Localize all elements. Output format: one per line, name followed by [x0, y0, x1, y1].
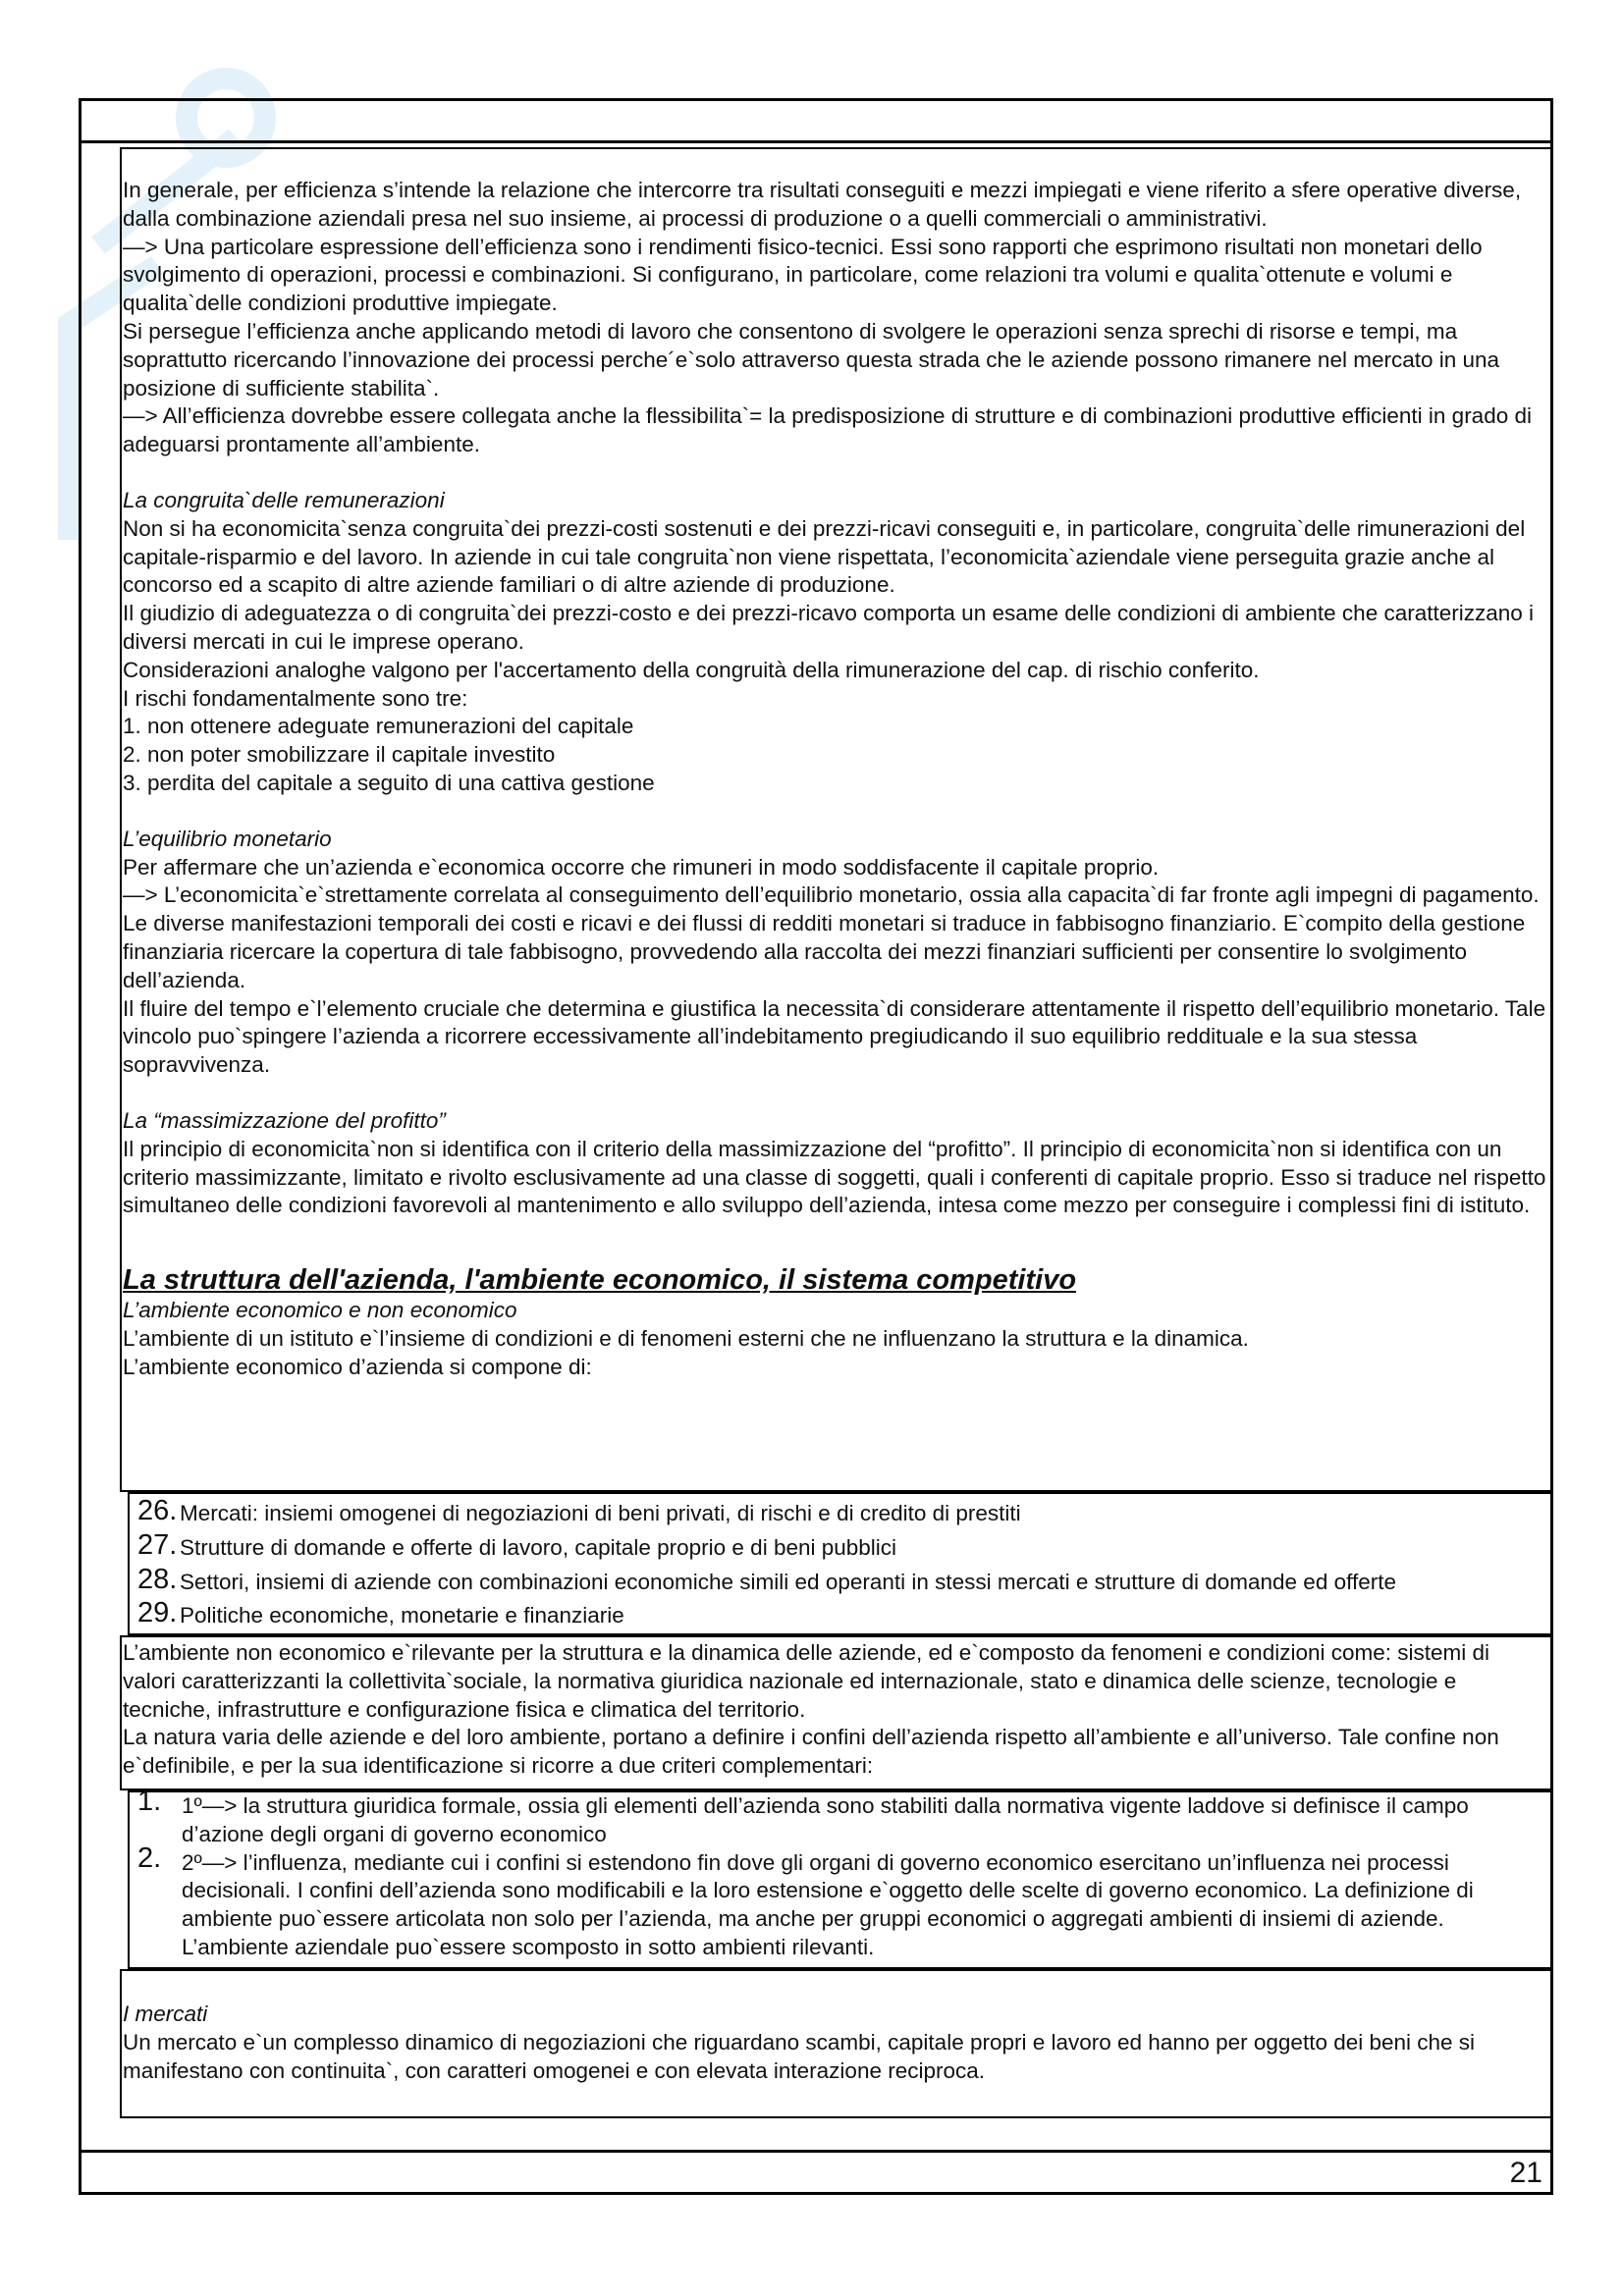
efficiency-paragraph-3: Si persegue l’efficienza anche applicando metodi di lavoro che consentono di svolgere le operazioni senza sprechi di risorse e tempi, ma soprattutto ricercando l’innovazione dei processi perche´e`solo attraverso questa strada che le aziende possono rimanere nel mercato in una posizione di sufficiente stabilita`. [123, 318, 1500, 400]
congruity-paragraph-1: Non si ha economicita`senza congruita`dei prezzi-costi sostenuti e dei prezzi-ricavi conseguiti e, in particolare, congruita`delle rimunerazioni del capitale-risparmio e del lavoro. In aziende in cui tale congruita`non viene rispettata, l’economicita`aziendale viene perseguita grazie anche al concorso ed a scapito di altre aziende familiari o di altre aziende di produzione. [123, 515, 1526, 598]
non-economic-block [123, 1639, 1548, 1781]
markets-title: I mercati [123, 2002, 208, 2026]
page-left-border [79, 98, 81, 2194]
list-number: 26. [137, 1495, 178, 1526]
list-item [133, 1563, 1551, 1597]
congruity-paragraph-3: Considerazioni analoghe valgono per l'accertamento della congruità della rimunerazione del cap. di rischio conferito. [123, 657, 1260, 682]
monetary-paragraph-3: Le diverse manifestazioni temporali dei costi e ricavi e dei flussi di redditi monetari si traduce in fabbisogno finanziario. E`compito della gestione finanziaria ricercare la copertura di tale fabbisogno, provvedendo alla raccolta dei mezzi finanziari sufficienti per consentire lo svolgimento dell’azienda. [123, 911, 1526, 992]
congruity-title: La congruita`delle remunerazioni [123, 487, 445, 512]
profit-title: La “massimizzazione del profitto” [123, 1107, 446, 1133]
section-heading: La struttura dell'azienda, l'ambiente economico, il sistema competitivo [123, 1264, 1077, 1297]
efficiency-paragraph: In generale, per efficienza s’intende la relazione che intercorre tra risultati conseguiti e mezzi impiegati e viene riferito a sfere operative diverse, dalla combinazione aziendali presa nel suo insieme, ai processi di produzione o a quelli commerciali o amministrativi. [123, 178, 1522, 231]
efficiency-paragraph-4: —> All’efficienza dovrebbe essere collegata anche la flessibilita`= la predisposizione di strutture e di combinazioni produttive efficienti in grado di adeguarsi prontamente all’ambiente. [123, 403, 1532, 457]
environment-paragraph-2: L’ambiente economico d’azienda si compone di: [123, 1354, 592, 1379]
environment-paragraph-1: L’ambiente di un istituto e`l’insieme di condizioni e di fenomeni esterni che ne influenzano la struttura e la dinamica. [123, 1325, 1249, 1351]
markets-paragraph: Un mercato e`un complesso dinamico di negoziazioni che riguardano scambi, capitale propri e lavoro ed hanno per oggetto dei beni che si manifestano con continuita`, con caratteri omogenei e con elevata interazione reciproca. [123, 2029, 1476, 2083]
content-block-top [123, 177, 1551, 1381]
markets-block [123, 2001, 1548, 2085]
list-item [133, 1495, 1551, 1528]
profit-paragraph: Il principio di economicita`non si identifica con il criterio della massimizzazione del “profitto”. Il principio di economicita`non si identifica con un criterio massimizzante, limitato e rivolto esclusivamente ad una classe di soggetti, quali i conferenti di capitale proprio. Esso si traduce nel rispetto simultaneo delle condizioni favorevoli al mantenimento e allo sviluppo dell’azienda, intesa come mezzo per conseguire i complessi fini di istituto. [123, 1136, 1546, 1218]
congruity-paragraph-2: Il giudizio di adeguatezza o di congruita`dei prezzi-costo e dei prezzi-ricavo comporta un esame delle condizioni di ambiente che caratterizzano i diversi mercati in cui le imprese operano. [123, 601, 1535, 654]
environment-list [133, 1495, 1551, 1630]
list-text: Mercati: insiemi omogenei di negoziazioni di beni privati, di rischi e di credito di prestiti [180, 1501, 1021, 1525]
list-text: 2º—> l’influenza, mediante cui i confini si estendono fin dove gli organi di governo economico esercitano un’influenza nei processi decisionali. I confini dell’azienda sono modificabili e la loro estensione e`oggetto delle scelte di governo economico. La definizione di ambiente puo`essere articolata non solo per l’azienda, ma anche per gruppi economici o aggregati ambienti di insiemi di aziende. L’ambiente aziendale puo`essere scomposto in sotto ambienti rilevanti. [182, 1849, 1474, 1959]
environment-title: L’ambiente economico e non economico [123, 1298, 517, 1323]
page-header-bar [79, 98, 1553, 143]
monetary-paragraph-1: Per affermare che un’azienda e`economica occorre che rimuneri in modo soddisfacente il capitale proprio. [123, 854, 1160, 880]
list-text: Strutture di domande e offerte di lavoro, capitale proprio e di beni pubblici [180, 1534, 897, 1560]
risk-item-2: 2. non poter smobilizzare il capitale investito [123, 742, 556, 768]
monetary-paragraph-4: Il fluire del tempo e`l’elemento cruciale che determina e giustifica la necessita`di considerare attentamente il rispetto dell’equilibrio monetario. Tale vincolo puo`spingere l’azienda a ricorrere eccessivamente all’indebitamento pregiudicando il suo equilibrio reddituale e la sua stessa sopravvivenza. [123, 995, 1546, 1078]
list-number: 29. [137, 1597, 178, 1629]
list-item [133, 1528, 1551, 1563]
list-text: Settori, insiemi di aziende con combinazioni economiche simili ed operanti in stessi mercati e strutture di domande ed offerte [180, 1569, 1396, 1594]
page-number: 21 [1509, 2157, 1542, 2189]
criteria-list [133, 1786, 1546, 1962]
risk-item-3: 3. perdita del capitale a seguito di una cattiva gestione [123, 770, 655, 795]
efficiency-paragraph-2: —> Una particolare espressione dell’efficienza sono i rendimenti fisico-tecnici. Essi sono rapporti che esprimono risultati non monetari dello svolgimento di operazioni, processi e combinazioni. Si configurano, in particolare, come relazioni tra volumi e qualita`ottenute e volumi e qualita`delle condizioni produttive impiegate. [123, 234, 1483, 316]
list-number: 27. [137, 1528, 178, 1561]
list-number: 1. [137, 1786, 162, 1817]
list-item [133, 1597, 1551, 1630]
non-economic-paragraph-2: La natura varia delle aziende e del loro ambiente, portano a definire i confini dell’azienda rispetto all’ambiente e all’universo. Tale confine non e`definibile, e per la sua identificazione si ricorre a due criteri complementari: [123, 1725, 1499, 1779]
monetary-title: L’equilibrio monetario [123, 826, 332, 851]
list-item [133, 1842, 1546, 1962]
list-text: 1º—> la struttura giuridica formale, ossia gli elementi dell’azienda sono stabiliti dalla normativa vigente laddove si definisce il campo d’azione degli organi di governo economico [182, 1793, 1469, 1846]
list-number: 2. [137, 1842, 162, 1874]
list-text: Politiche economiche, monetarie e finanziarie [180, 1603, 624, 1629]
list-number: 28. [137, 1563, 178, 1595]
list-item [133, 1786, 1546, 1849]
page-footer-bar [79, 2150, 1553, 2195]
risk-item-1: 1. non ottenere adeguate remunerazioni del capitale [123, 714, 634, 739]
monetary-paragraph-2: —> L’economicita`e`strettamente correlata al conseguimento dell’equilibrio monetario, ossia alla capacita`di far fronte agli impegni di pagamento. [123, 882, 1540, 908]
congruity-paragraph-4: I rischi fondamentalmente sono tre: [123, 685, 468, 711]
non-economic-paragraph-1: L’ambiente non economico e`rilevante per la struttura e la dinamica delle aziende, ed e`composto da fenomeni e condizioni come: sistemi di valori caratterizzanti la collettivita`sociale, la normativa giuridica nazionale ed internazionale, stato e dinamica delle scienze, tecnologie e tecniche, infrastrutture e configurazione fisica e climatica del territorio. [123, 1640, 1490, 1722]
